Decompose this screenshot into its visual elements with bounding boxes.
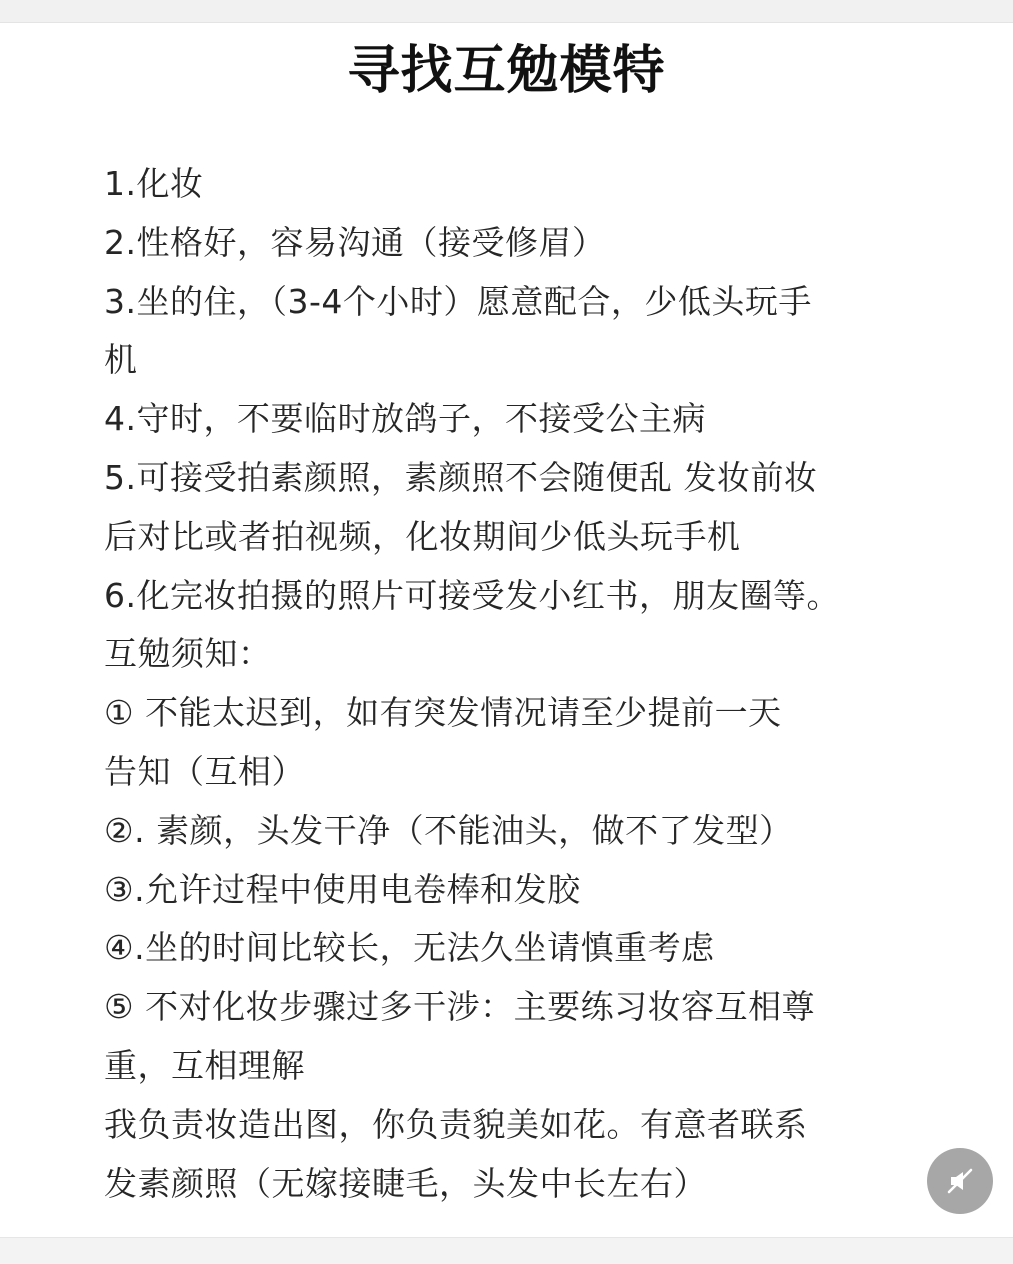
text-line: 机 (104, 340, 138, 380)
text-line: 6.化完妆拍摄的照片可接受发小红书，朋友圈等。 (104, 575, 840, 615)
text-line: 我负责妆造出图，你负责貌美如花。有意者联系 (104, 1104, 808, 1144)
text-line: 2.性格好，容易沟通（接受修眉） (104, 222, 606, 262)
text-line: 3.坐的住，（3-4个小时）愿意配合，少低头玩手 (104, 281, 812, 321)
text-line: 后对比或者拍视频，化妆期间少低头玩手机 (104, 516, 741, 556)
post-text-content (104, 155, 919, 1213)
speaker-muted-icon (945, 1166, 975, 1196)
text-line: 重，互相理解 (104, 1045, 305, 1085)
text-line: ③.允许过程中使用电卷棒和发胶 (104, 869, 581, 909)
text-line: 互勉须知： (104, 634, 272, 674)
text-line: ⑤ 不对化妆步骤过多干涉：主要练习妆容互相尊 (104, 987, 816, 1027)
text-line: 1.化妆 (104, 164, 204, 203)
text-line: ②. 素颜，头发干净（不能油头，做不了发型） (104, 810, 793, 850)
text-line: 发素颜照（无嫁接睫毛，头发中长左右） (104, 1163, 707, 1203)
top-edge (0, 0, 1013, 23)
text-line: 告知（互相） (104, 751, 305, 791)
sound-toggle-button[interactable] (927, 1148, 993, 1214)
page-title: 寻找互勉模特 (347, 41, 666, 101)
text-line: 5.可接受拍素颜照，素颜照不会随便乱 发妆前妆 (104, 457, 818, 497)
text-line: 4.守时，不要临时放鸽子，不接受公主病 (104, 399, 706, 439)
bottom-edge (0, 1237, 1013, 1264)
text-line: ④.坐的时间比较长，无法久坐请慎重考虑 (104, 928, 715, 968)
text-line: ① 不能太迟到，如有突发情况请至少提前一天 (104, 693, 782, 733)
